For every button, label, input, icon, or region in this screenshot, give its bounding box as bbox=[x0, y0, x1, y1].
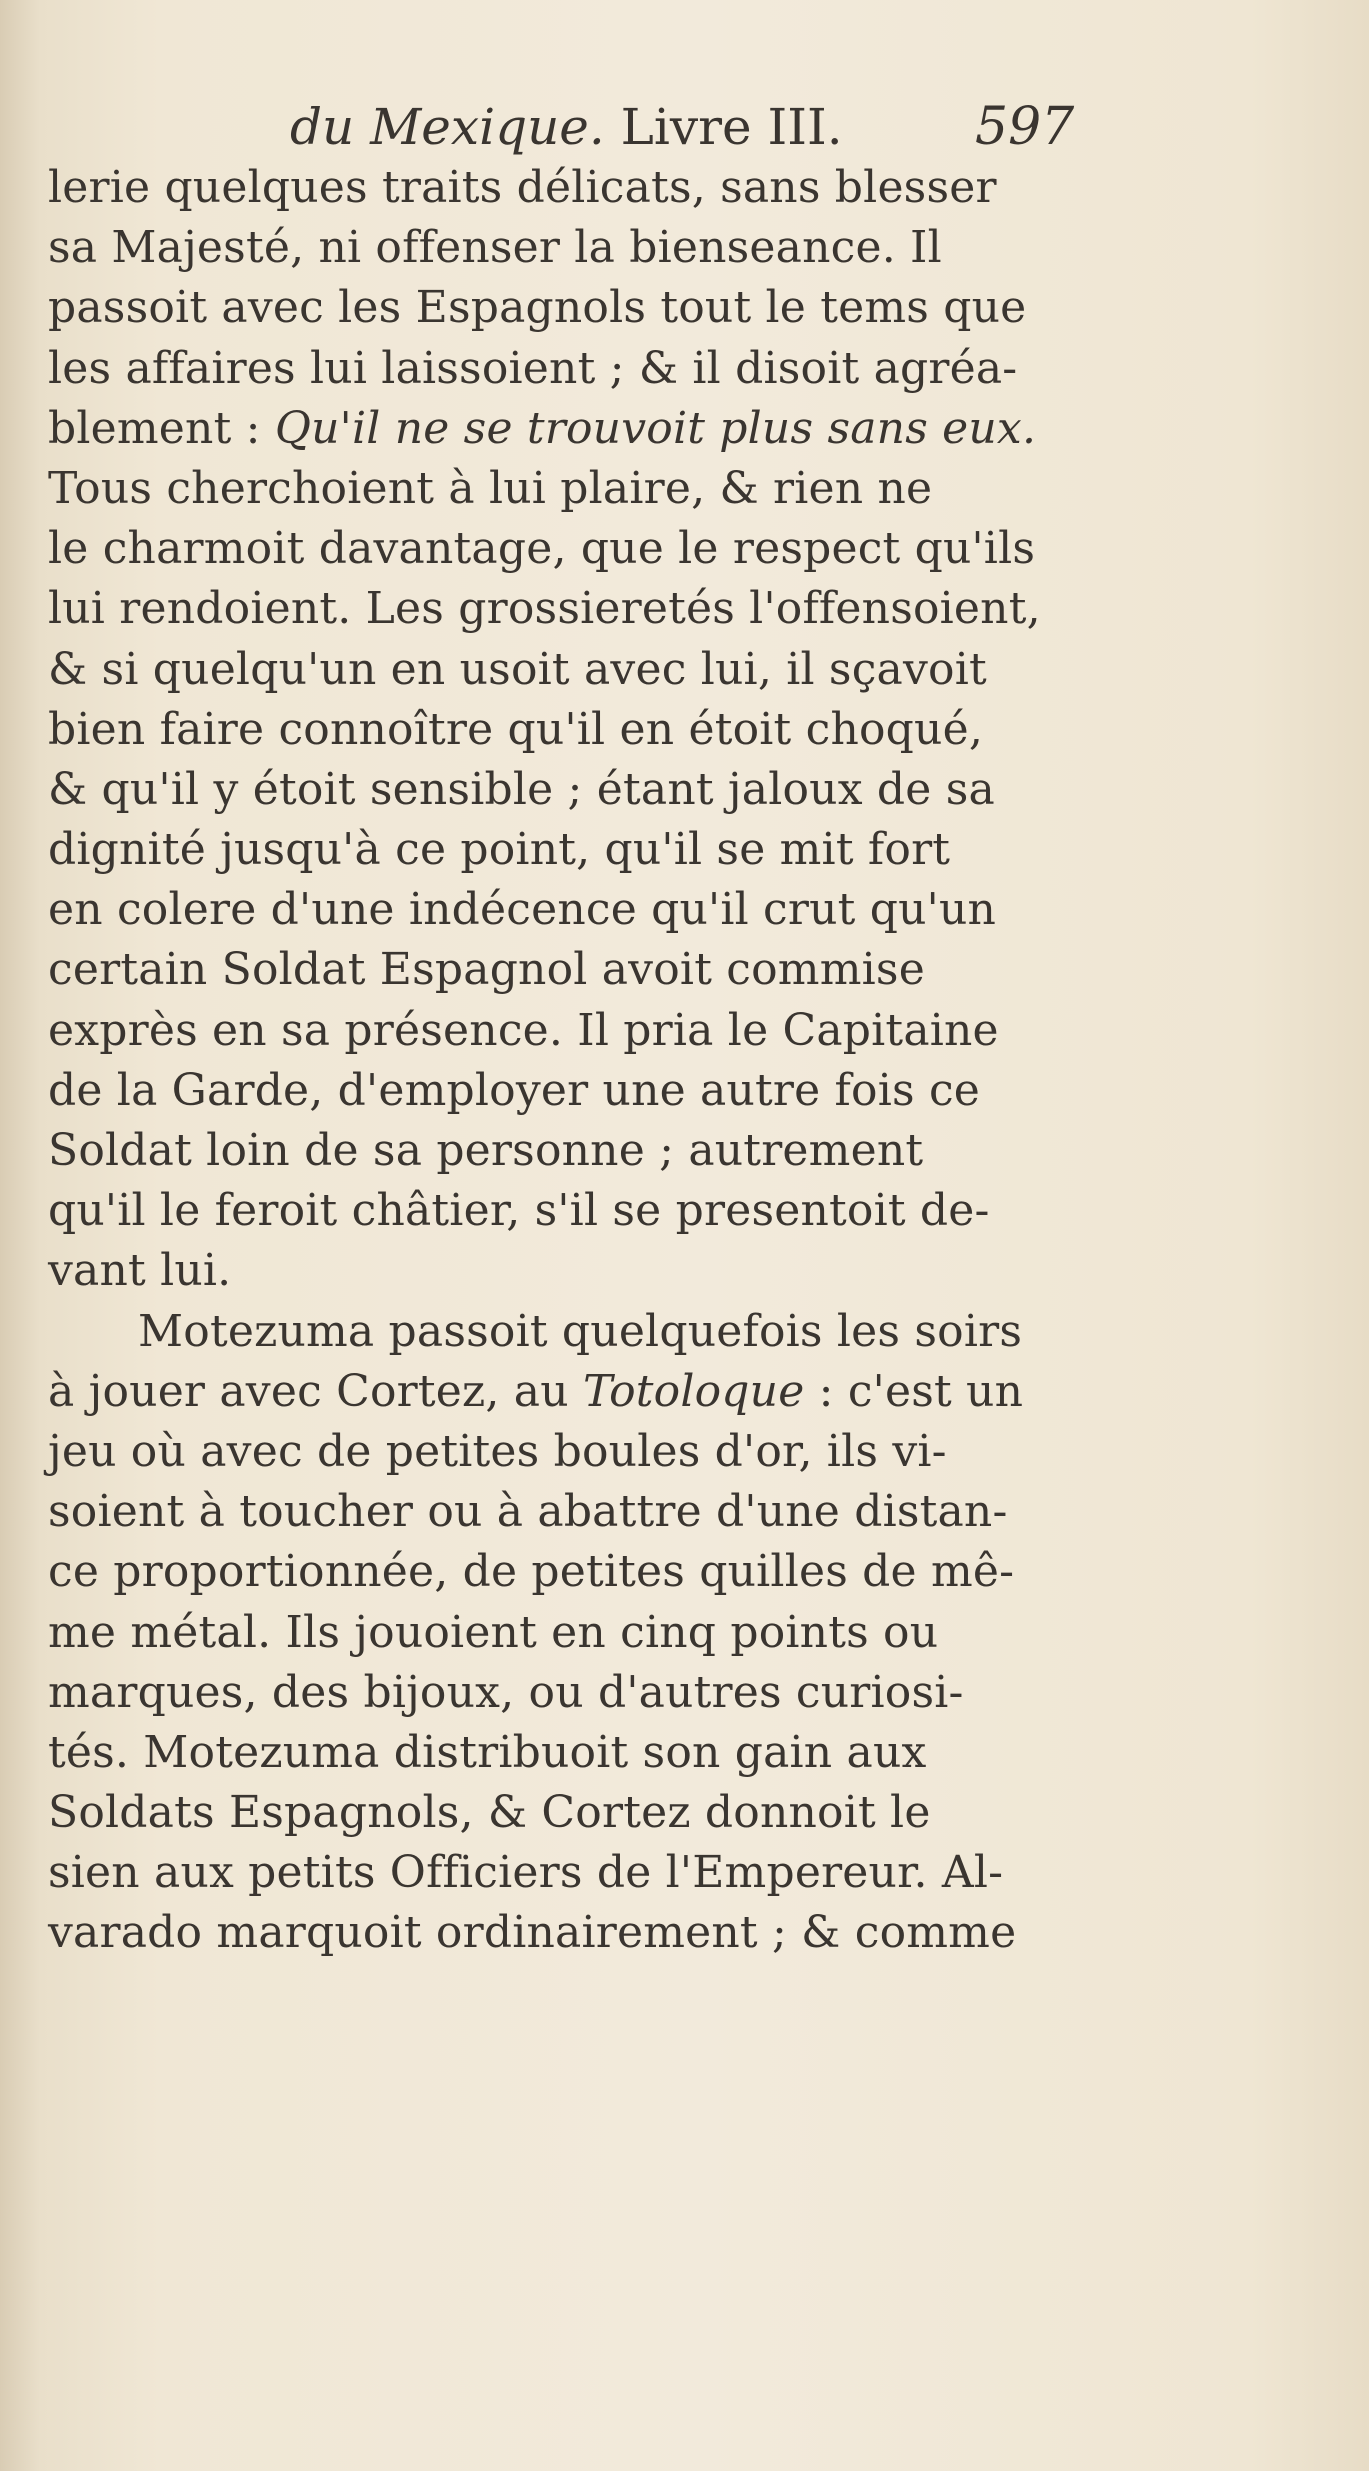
text-line bbox=[48, 760, 1298, 820]
text-line bbox=[48, 1542, 1298, 1602]
text-line bbox=[48, 1482, 1298, 1542]
running-title bbox=[290, 92, 843, 162]
text-segment: de la Garde, d'employer une autre fois ce bbox=[48, 1064, 981, 1116]
text-segment: certain Soldat Espagnol avoit commise bbox=[48, 944, 925, 996]
text-segment: en colere d'une indécence qu'il crut qu'un bbox=[48, 884, 997, 936]
text-line bbox=[48, 579, 1298, 639]
text-line bbox=[48, 1422, 1298, 1482]
text-segment: lui rendoient. Les grossieretés l'offensoient, bbox=[48, 583, 1041, 635]
text-line bbox=[48, 1663, 1298, 1723]
text-segment: les affaires lui laissoient ; & il disoit agréa- bbox=[48, 342, 1018, 394]
italic-text: Qu'il ne se trouvoit plus sans eux. bbox=[274, 402, 1037, 454]
text-segment: jeu où avec de petites boules d'or, ils vi- bbox=[48, 1425, 947, 1477]
text-line bbox=[48, 940, 1298, 1000]
text-segment: à jouer avec Cortez, au bbox=[48, 1365, 583, 1417]
text-segment: me métal. Ils jouoient en cinq points ou bbox=[48, 1606, 939, 1658]
text-line bbox=[48, 1362, 1298, 1422]
text-segment: blement : bbox=[48, 402, 275, 454]
text-segment: passoit avec les Espagnols tout le tems que bbox=[48, 282, 1027, 334]
text-line bbox=[48, 278, 1298, 338]
text-segment: exprès en sa présence. Il pria le Capitaine bbox=[48, 1004, 999, 1056]
text-segment: Tous cherchoient à lui plaire, & rien ne bbox=[48, 462, 933, 514]
text-line bbox=[48, 1121, 1298, 1181]
text-line bbox=[48, 700, 1298, 760]
text-line bbox=[48, 399, 1298, 459]
page-header bbox=[0, 92, 1369, 162]
text-line bbox=[48, 218, 1298, 278]
text-segment: tés. Motezuma distribuoit son gain aux bbox=[48, 1726, 927, 1778]
text-segment: dignité jusqu'à ce point, qu'il se mit fort bbox=[48, 824, 951, 876]
text-segment: Soldats Espagnols, & Cortez donnoit le bbox=[48, 1787, 931, 1839]
text-segment: & si quelqu'un en usoit avec lui, il sçavoit bbox=[48, 643, 987, 695]
text-line bbox=[48, 1061, 1298, 1121]
text-line bbox=[48, 158, 1298, 218]
text-segment: : c'est un bbox=[804, 1365, 1024, 1417]
text-line bbox=[48, 1843, 1298, 1903]
text-line bbox=[48, 1302, 1298, 1362]
text-line bbox=[48, 339, 1298, 399]
text-segment: Motezuma passoit quelquefois les soirs bbox=[138, 1305, 1023, 1357]
text-line bbox=[48, 1603, 1298, 1663]
running-title-italic: du Mexique. bbox=[290, 98, 605, 156]
text-line bbox=[48, 519, 1298, 579]
text-segment: marques, des bijoux, ou d'autres curiosi- bbox=[48, 1666, 964, 1718]
italic-text: Totoloque bbox=[582, 1365, 805, 1417]
text-line bbox=[48, 640, 1298, 700]
text-segment: soient à toucher ou à abattre d'une distan- bbox=[48, 1486, 1008, 1538]
page-number: 597 bbox=[975, 97, 1075, 157]
text-line bbox=[48, 1723, 1298, 1783]
text-line bbox=[48, 1241, 1298, 1301]
running-title-roman: Livre III. bbox=[604, 98, 843, 156]
text-segment: lerie quelques traits délicats, sans blesser bbox=[48, 162, 997, 213]
text-segment: ce proportionnée, de petites quilles de mê- bbox=[48, 1546, 1015, 1598]
text-segment: sa Majesté, ni offenser la bienseance. Il bbox=[48, 222, 942, 274]
text-line bbox=[48, 1001, 1298, 1061]
text-segment: varado marquoit ordinairement ; & comme bbox=[48, 1907, 1017, 1959]
text-segment: qu'il le feroit châtier, s'il se presentoit de- bbox=[48, 1185, 990, 1237]
text-segment: Soldat loin de sa personne ; autrement bbox=[48, 1125, 924, 1176]
text-line bbox=[48, 459, 1298, 519]
text-segment: le charmoit davantage, que le respect qu'ils bbox=[48, 523, 1036, 575]
text-line bbox=[48, 1181, 1298, 1241]
text-line bbox=[48, 880, 1298, 940]
text-segment: bien faire connoître qu'il en étoit choqué, bbox=[48, 703, 984, 755]
text-segment: vant lui. bbox=[48, 1245, 232, 1297]
text-line bbox=[48, 1783, 1298, 1843]
text-segment: & qu'il y étoit sensible ; étant jaloux de sa bbox=[48, 763, 995, 815]
body-text bbox=[48, 158, 1298, 1964]
text-segment: sien aux petits Officiers de l'Empereur. Al- bbox=[48, 1847, 1004, 1899]
text-line bbox=[48, 1903, 1298, 1963]
text-line bbox=[48, 820, 1298, 880]
